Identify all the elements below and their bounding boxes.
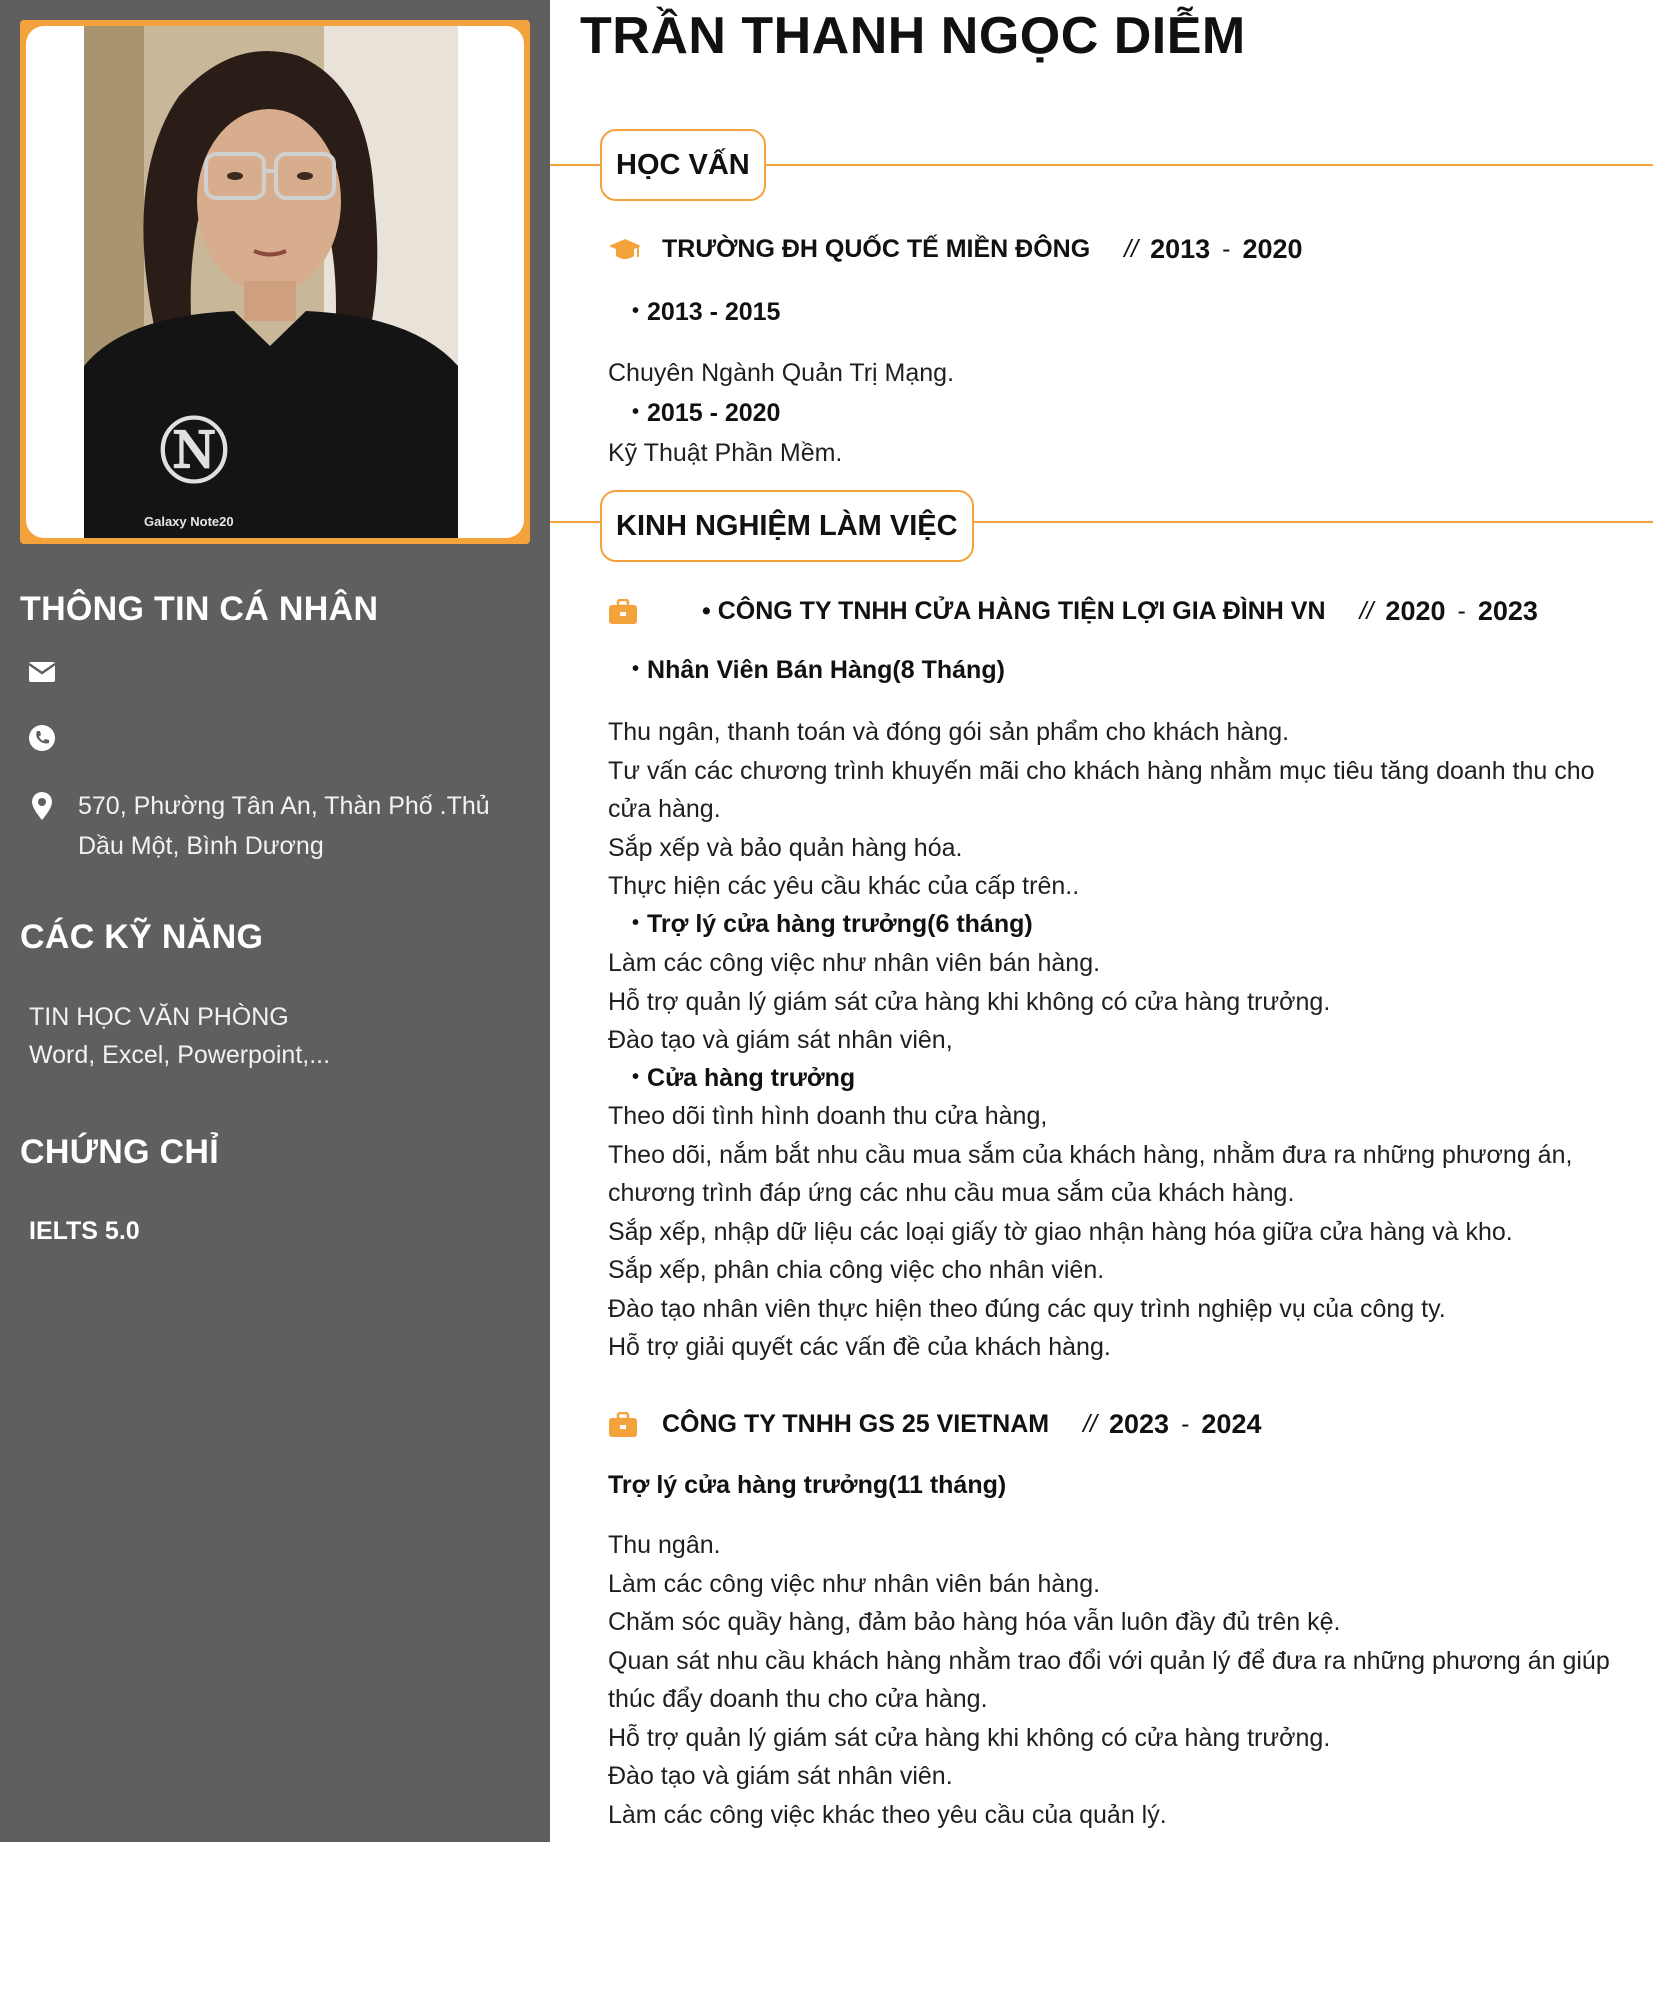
- duty-line: Làm các công việc khác theo yêu cầu của quản lý.: [608, 1800, 1167, 1829]
- profile-photo: [26, 26, 524, 538]
- education-end-year: 2020: [1242, 234, 1303, 264]
- email-row: [26, 656, 58, 688]
- duty-line: Đào tạo và giám sát nhân viên.: [608, 1762, 953, 1790]
- graduation-cap-icon: [608, 235, 642, 265]
- skill-detail: Word, Excel, Powerpoint,...: [29, 1041, 331, 1069]
- date-separator: //: [1124, 235, 1139, 263]
- briefcase-icon: [608, 597, 642, 627]
- duty-line: Quan sát nhu cầu khách hàng nhằm trao đổi với quản lý để đưa ra những phương án giúp thúc đẩy doanh thu cho cửa hàng.: [608, 1646, 1610, 1713]
- certificates-heading: CHỨNG CHỈ: [20, 1133, 220, 1171]
- experience-heading: KINH NGHIỆM LÀM VIỆC: [600, 490, 974, 562]
- duty-line: Hỗ trợ quản lý giám sát cửa hàng khi không có cửa hàng trưởng.: [608, 1723, 1331, 1752]
- job-entry: • CÔNG TY TNHH CỬA HÀNG TIỆN LỢI GIA ĐÌNH VN // 2020 - 2023: [608, 596, 1538, 627]
- job-duties: [608, 944, 1638, 1060]
- job-end-year: 2023: [1477, 596, 1538, 626]
- address-text: 570, Phường Tân An, Thàn Phố .Thủ Dầu Một, Bình Dương: [78, 792, 490, 860]
- briefcase-icon: [608, 1410, 642, 1440]
- address-row: [26, 786, 508, 866]
- profile-photo-frame: [20, 20, 530, 544]
- education-entry: TRƯỜNG ĐH QUỐC TẾ MIỀN ĐÔNG // 2013 - 2020: [608, 234, 1303, 265]
- duty-line: Đào tạo và giám sát nhân viên,: [608, 1026, 953, 1054]
- skill-title: TIN HỌC VĂN PHÒNG: [29, 1003, 289, 1031]
- job-start-year: 2020: [1385, 596, 1446, 626]
- duty-line: Theo dõi tình hình doanh thu cửa hàng,: [608, 1102, 1048, 1130]
- map-pin-icon: [26, 790, 58, 822]
- company-name: CÔNG TY TNHH GS 25 VIETNAM: [662, 1410, 1050, 1438]
- skill-item: [29, 998, 330, 1074]
- duty-line: Thu ngân, thanh toán và đóng gói sản phẩm cho khách hàng.: [608, 718, 1290, 746]
- education-start-year: 2013: [1150, 234, 1211, 264]
- duty-line: Đào tạo nhân viên thực hiện theo đúng các quy trình nghiệp vụ của công ty.: [608, 1294, 1446, 1323]
- duty-line: Thu ngân.: [608, 1531, 721, 1559]
- candidate-name: TRẦN THANH NGỌC DIỄM: [580, 7, 1246, 65]
- date-separator: //: [1083, 1410, 1097, 1438]
- duty-line: Sắp xếp, nhập dữ liệu các loại giấy tờ giao nhận hàng hóa giữa cửa hàng và kho.: [608, 1217, 1513, 1246]
- duty-line: Làm các công việc như nhân viên bán hàng.: [608, 1569, 1101, 1598]
- duty-line: Chăm sóc quầy hàng, đảm bảo hàng hóa vẫn luôn đầy đủ trên kệ.: [608, 1608, 1341, 1636]
- school-name: TRƯỜNG ĐH QUỐC TẾ MIỀN ĐÔNG: [662, 235, 1091, 263]
- duty-line: Làm các công việc như nhân viên bán hàng.: [608, 949, 1101, 977]
- job-end-year: 2024: [1201, 1409, 1262, 1439]
- sidebar: [0, 0, 550, 1842]
- job-entry: CÔNG TY TNHH GS 25 VIETNAM // 2023 - 2024: [608, 1409, 1261, 1440]
- job-role-title: • Trợ lý cửa hàng trưởng(6 tháng): [632, 910, 1033, 939]
- photo-caption: Galaxy Note20: [144, 514, 234, 529]
- duty-line: Hỗ trợ giải quyết các vấn đề của khách hàng.: [608, 1333, 1111, 1361]
- skills-heading: CÁC KỸ NĂNG: [20, 918, 264, 956]
- education-period-desc: Kỹ Thuật Phần Mềm.: [608, 439, 843, 467]
- job-duties: [608, 1097, 1638, 1367]
- education-heading: HỌC VẤN: [600, 129, 766, 201]
- phone-row: [26, 722, 58, 754]
- education-period-years: • 2015 - 2020: [632, 399, 780, 428]
- envelope-icon: [26, 656, 58, 688]
- company-name: • CÔNG TY TNHH CỬA HÀNG TIỆN LỢI GIA ĐÌNH VN: [702, 597, 1326, 625]
- duty-line: Sắp xếp và bảo quản hàng hóa.: [608, 833, 963, 862]
- education-period-desc: Chuyên Ngành Quản Trị Mạng.: [608, 359, 955, 387]
- job-duties: [608, 1526, 1638, 1834]
- svg-text:Ⓝ: Ⓝ: [159, 410, 229, 493]
- job-role-title: • Nhân Viên Bán Hàng(8 Tháng): [632, 656, 1005, 685]
- job-role-title: • Cửa hàng trưởng: [632, 1064, 855, 1093]
- phone-icon: [26, 722, 58, 754]
- duty-line: Theo dõi, nắm bắt nhu cầu mua sắm của khách hàng, nhằm đưa ra những phương án, chương trình đáp ứng các nhu cầu mua sắm của khách hàng.: [608, 1140, 1573, 1207]
- date-separator: //: [1359, 597, 1374, 625]
- duty-line: Thực hiện các yêu cầu khác của cấp trên..: [608, 872, 1080, 900]
- job-duties: [608, 713, 1638, 906]
- job-role-title: Trợ lý cửa hàng trưởng(11 tháng): [608, 1471, 1007, 1499]
- personal-info-heading: THÔNG TIN CÁ NHÂN: [20, 590, 379, 628]
- education-period-years: • 2013 - 2015: [632, 298, 780, 327]
- certificate-item: IELTS 5.0: [29, 1217, 140, 1245]
- duty-line: Tư vấn các chương trình khuyến mãi cho khách hàng nhằm mục tiêu tăng doanh thu cho cửa hàng.: [608, 756, 1595, 823]
- job-start-year: 2023: [1109, 1409, 1170, 1439]
- duty-line: Sắp xếp, phân chia công việc cho nhân viên.: [608, 1256, 1105, 1284]
- duty-line: Hỗ trợ quản lý giám sát cửa hàng khi không có cửa hàng trưởng.: [608, 987, 1331, 1016]
